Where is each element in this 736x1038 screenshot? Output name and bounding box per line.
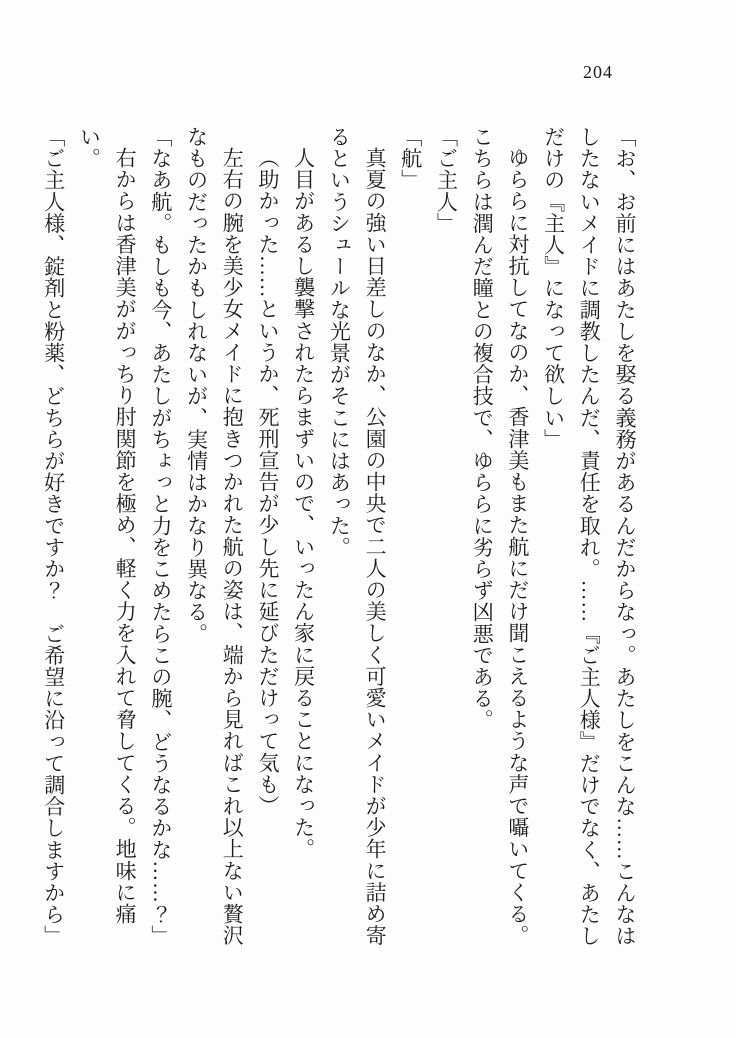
text-line: なものだったかもしれないが、実情はかなり異なる。 <box>184 126 209 645</box>
text-line: だけの『主人』になって欲しい」 <box>541 126 566 450</box>
text-line: 「航」 <box>398 126 423 191</box>
text-line: こちらは潤んだ瞳との複合技で、ゆららに劣らず凶悪である。 <box>470 126 495 731</box>
text-line: したないメイドに調教したんだ、責任を取れ。……『ご主人様』だけでなく、あたし <box>577 126 602 947</box>
text-line: 「ご主人様、錠剤と粉薬、どちらが好きですか？ ご希望に沿って調合しますから」 <box>41 126 66 947</box>
text-line: 「なあ航。もしも今、あたしがちょっと力をこめたらこの腕、どうなるかな……？」 <box>148 126 173 947</box>
text-line: 右からは香津美ががっちり肘関節を極め、軽く力を入れて脅してくる。地味に痛い。 <box>77 126 138 925</box>
body-text <box>41 126 642 960</box>
text-line: ゆららに対抗してなのか、香津美もまた航にだけ聞こえるような声で囁いてくる。 <box>505 147 530 947</box>
text-line: 人目があるし襲撃されたらまずいので、いったん家に戻ることになった。 <box>291 147 316 860</box>
page-number: 204 <box>583 62 613 82</box>
text-line: 「ご主人」 <box>434 126 459 234</box>
text-line: （助かった……というか、死刑宣告が少し先に延びただけって気も） <box>255 147 280 817</box>
text-line: 左右の腕を美少女メイドに抱きつかれた航の姿は、端から見ればこれ以上ない贅沢 <box>220 147 245 947</box>
text-line: るというシュールな光景がそこにはあった。 <box>327 126 352 558</box>
text-line: 「お、お前にはあたしを娶る義務があるんだからなっ。あたしをこんな……こんなは <box>613 126 637 947</box>
text-line: 真夏の強い日差しのなか、公園の中央で二人の美しく可愛いメイドが少年に詰め寄 <box>363 147 388 947</box>
